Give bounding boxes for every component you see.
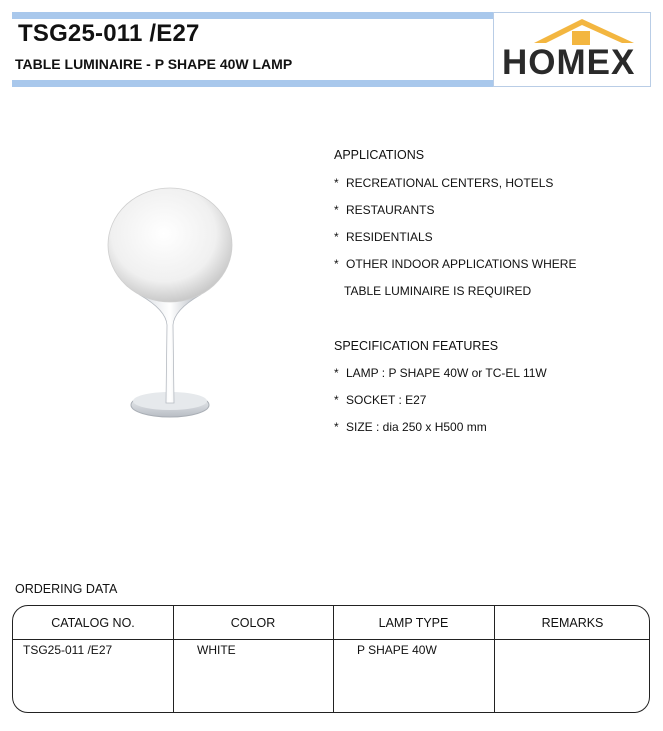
column-header-color: COLOR bbox=[230, 616, 276, 630]
list-item: * SIZE : dia 250 x H500 mm bbox=[334, 420, 487, 434]
bullet-star: * bbox=[334, 366, 339, 380]
bullet-star: * bbox=[334, 203, 339, 217]
ordering-data-label: ORDERING DATA bbox=[15, 582, 118, 596]
logo-text: HOMEX bbox=[502, 43, 636, 82]
bullet-star: * bbox=[334, 420, 339, 434]
list-item-continuation: TABLE LUMINAIRE IS REQUIRED bbox=[344, 284, 532, 298]
list-item: * RESTAURANTS bbox=[334, 203, 435, 217]
product-subtitle: TABLE LUMINAIRE - P SHAPE 40W LAMP bbox=[15, 56, 293, 72]
list-item: * LAMP : P SHAPE 40W or TC-EL 11W bbox=[334, 366, 547, 380]
header-band-top bbox=[12, 12, 493, 19]
cell-color: WHITE bbox=[197, 643, 236, 657]
list-item: * RESIDENTIALS bbox=[334, 230, 433, 244]
header-divider bbox=[13, 639, 649, 640]
bullet-star: * bbox=[334, 176, 339, 190]
brand-logo bbox=[493, 12, 651, 87]
applications-heading: APPLICATIONS bbox=[334, 148, 425, 162]
bullet-star: * bbox=[334, 230, 339, 244]
column-header-remarks: REMARKS bbox=[541, 616, 604, 630]
column-header-lamp-type: LAMP TYPE bbox=[378, 616, 449, 630]
bullet-star: * bbox=[334, 393, 339, 407]
product-title: TSG25-011 /E27 bbox=[18, 20, 200, 47]
cell-lamp-type: P SHAPE 40W bbox=[357, 643, 437, 657]
header-band-bottom bbox=[12, 80, 493, 87]
cell-catalog-no: TSG25-011 /E27 bbox=[23, 643, 113, 657]
column-header-catalog: CATALOG NO. bbox=[51, 616, 135, 630]
list-item: * OTHER INDOOR APPLICATIONS WHERE bbox=[334, 257, 577, 271]
list-item: * SOCKET : E27 bbox=[334, 393, 427, 407]
ordering-table bbox=[12, 605, 650, 713]
bullet-star: * bbox=[334, 257, 339, 271]
lamp-image bbox=[100, 175, 250, 435]
list-item: * RECREATIONAL CENTERS, HOTELS bbox=[334, 176, 554, 190]
specification-heading: SPECIFICATION FEATURES bbox=[334, 339, 499, 353]
